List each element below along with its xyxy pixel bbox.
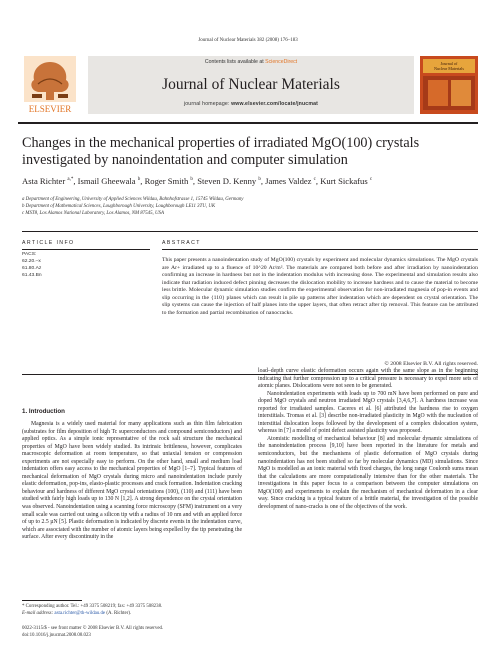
elsevier-wordmark: ELSEVIER bbox=[28, 104, 72, 114]
footnote-rule bbox=[22, 600, 82, 601]
sciencedirect-link[interactable]: ScienceDirect bbox=[265, 59, 298, 65]
corresponding-author-footnote: * Corresponding author. Tel.: +49 3375 508219; fax: +49 3375 508238. bbox=[22, 604, 163, 609]
email-label: E-mail address: bbox=[22, 611, 55, 616]
header-rule bbox=[18, 122, 478, 124]
elsevier-logo bbox=[18, 54, 82, 116]
intro-right-column bbox=[258, 368, 478, 511]
cover-title-line1: Journal of bbox=[440, 61, 458, 66]
homepage-url[interactable]: www.elsevier.com/locate/jnucmat bbox=[231, 101, 319, 107]
affiliation-c: c MST8, Los Alamos National Laboratory, Los Alamos, NM 87545, USA bbox=[22, 211, 164, 216]
author-list: Asta Richter $^{a,*}$, Ismail Gheewala $^b$, Roger Smith $^b$, Steven D. Kenny $^b$, James Valdez $^c$, Kurt Sickafus $^c$ bbox=[22, 176, 373, 186]
banner-box bbox=[88, 56, 414, 114]
issn-line: 0022-3115/$ - see front matter © 2008 Elsevier B.V. All rights reserved. bbox=[22, 626, 164, 631]
pacs-code: 61.80.Az bbox=[22, 266, 42, 271]
intro-left-column bbox=[22, 421, 242, 542]
cover-title-line2: Nuclear Materials bbox=[433, 66, 465, 71]
abstract-text: This paper presents a nanoindentation study of MgO(100) crystals by experiment and molecular dynamics simulations. The MgO crystals are Ar+ irradiated up to a fluence of 10^20 Ar/m². The materials are compared both before and after irradiation by nanoindentation confirming an increase in hardness but not in the indentation modulus with increasing dose. The experimental and simulation results also indicate that radiation induced defect pinning decreases the dislocation mobility to increase hardness and to cause the material to become less brittle. Molecular dynamic simulation studies confirm the experimental observation for non-irradiated magnesia of pop-in events and slip occurring in the {110} planes which can result in pile up patterns after indentation which are dependent on crystal orientation. The slip systems can cause the injection of half planes into the upper layers, that often retract after tip removal. This feature can be attributed to the formation and partial recombination of nanocracks. bbox=[162, 257, 478, 316]
homepage-line bbox=[88, 101, 414, 107]
pacs-code: 61.43.Bn bbox=[22, 273, 42, 278]
journal-cover-thumbnail bbox=[420, 56, 478, 114]
contents-prefix: Contents lists available at bbox=[204, 59, 266, 65]
affiliation-a: a Department of Engineering, University of Applied Sciences Wildau, Bahnhofstrasse 1, 15745 Wildau, Germany bbox=[22, 197, 244, 202]
abstract-heading: ABSTRACT bbox=[162, 240, 201, 246]
intro-paragraph: Atomistic modelling of mechanical behaviour [8] and molecular dynamic simulations of the nanoindentation process [9,10] have been reported in the literature for metals and semiconductors, but the mechanisms of plastic deformation of MgO crystals during nanoindentation has not been studied so far by molecular dynamics (MD) simulations. Since MgO is modelled as an ionic material with fixed charges, the long range Coulomb sums mean that the calculations are more computationally intensive than for the other materials. The investigations in this paper focus to a comparison between the computer simulations on MgO(100) and experiments to explain the mechanism of mechanical deformation in a clear way. Since cracking is a typical feature of a brittle material, the investigation of the possible development of nano-cracks is one of the objectives of the work. bbox=[258, 435, 478, 510]
email-link[interactable]: asta.richter@th-wildau.de bbox=[54, 611, 106, 616]
intro-paragraph: Magnesia is a widely used material for many applications such as thin film fabrication (substrates for film deposition of high Tc superconductors and compound semiconductors) and applied optics. As a simple ionic representative of the rock salt structure the mechanical properties of MgO have been widely studied. Its intrinsic brittleness, however, complicates macroscopic deformation at room temperature, so that uniaxial tension or compression experiments are not especially easy to perform. On the other hand, small and medium load indentation offers easy access to the mechanical properties of MgO [1–7]. Typical features of mechanical deformation of MgO crystals during micro and nanoindentation include purely elastic deformation, pop-ins, elasto-plastic processes and crack formation. Indentation cracking behaviour and hardness of different MgO crystal orientations (100), (110) and (111) have been studied with fairly high loads up to 130 N [1,2]. A strong dependence on the crystal orientation was observed. Nanoindentation using a scanning force microscopy (SFM) instrument on a very small scale was carried out using a silicon tip with a radius of 10 nm and with an applied force of up to 2.5 µN [5]. Plastic deformation is indicated by discrete events in the indentation curve, which are associated with the number of atomic layers being expelled by the tip penetrating the surface. After every discontinuity in the bbox=[22, 421, 242, 541]
article-title: Changes in the mechanical properties of irradiated MgO(100) crystals investigated by nanoindentation and computer simulation bbox=[22, 135, 420, 168]
pacs-code: 62.20.–x bbox=[22, 259, 41, 264]
email-footnote bbox=[22, 611, 242, 617]
abstract-rule bbox=[162, 249, 478, 250]
intro-paragraph: load–depth curve elastic deformation occurs again with the same slope as in the beginning indicating that further compression up to a critical pressure is necessary to expel more sets of atomic planes. Dislocations were not seen to be generated. bbox=[258, 368, 478, 390]
affiliation-b: b Department of Mathematical Sciences, Loughborough University, Loughborough LE11 3TU, UK bbox=[22, 204, 216, 209]
info-top-rule bbox=[22, 231, 478, 232]
doi-line[interactable]: doi:10.1016/j.jnucmat.2008.08.023 bbox=[22, 633, 91, 638]
journal-name: Journal of Nuclear Materials bbox=[162, 76, 340, 93]
email-suffix: (A. Richter). bbox=[105, 611, 132, 616]
article-info-heading: ARTICLE INFO bbox=[22, 240, 75, 246]
article-info-rule bbox=[22, 249, 150, 250]
journal-banner bbox=[18, 54, 478, 116]
introduction-heading: 1. Introduction bbox=[22, 408, 65, 415]
contents-line bbox=[88, 59, 414, 65]
abstract-copyright: © 2008 Elsevier B.V. All rights reserved. bbox=[384, 361, 478, 367]
homepage-prefix: journal homepage: bbox=[183, 101, 232, 107]
journal-reference: Journal of Nuclear Materials 382 (2008) 176–183 bbox=[198, 38, 298, 43]
pacs-label: PACS: bbox=[22, 252, 37, 257]
intro-paragraph: Nanoindentation experiments with loads up to 700 mN have been performed on pure and doped MgO crystals and neutron irradiated MgO crystals [3,4,6,7]. A hardness increase was reported for irradiated samples. Caceres et al. [6] attributed the hardness rise to oxygen interstitials. Tromas et al. [3] describe non-irradiated plasticity in MgO with the nucleation of interstitial dislocation loops followed by the development of a complex dislocation system, whereas in [7] a model of point defect assisted plasticity was proposed. bbox=[258, 390, 478, 435]
